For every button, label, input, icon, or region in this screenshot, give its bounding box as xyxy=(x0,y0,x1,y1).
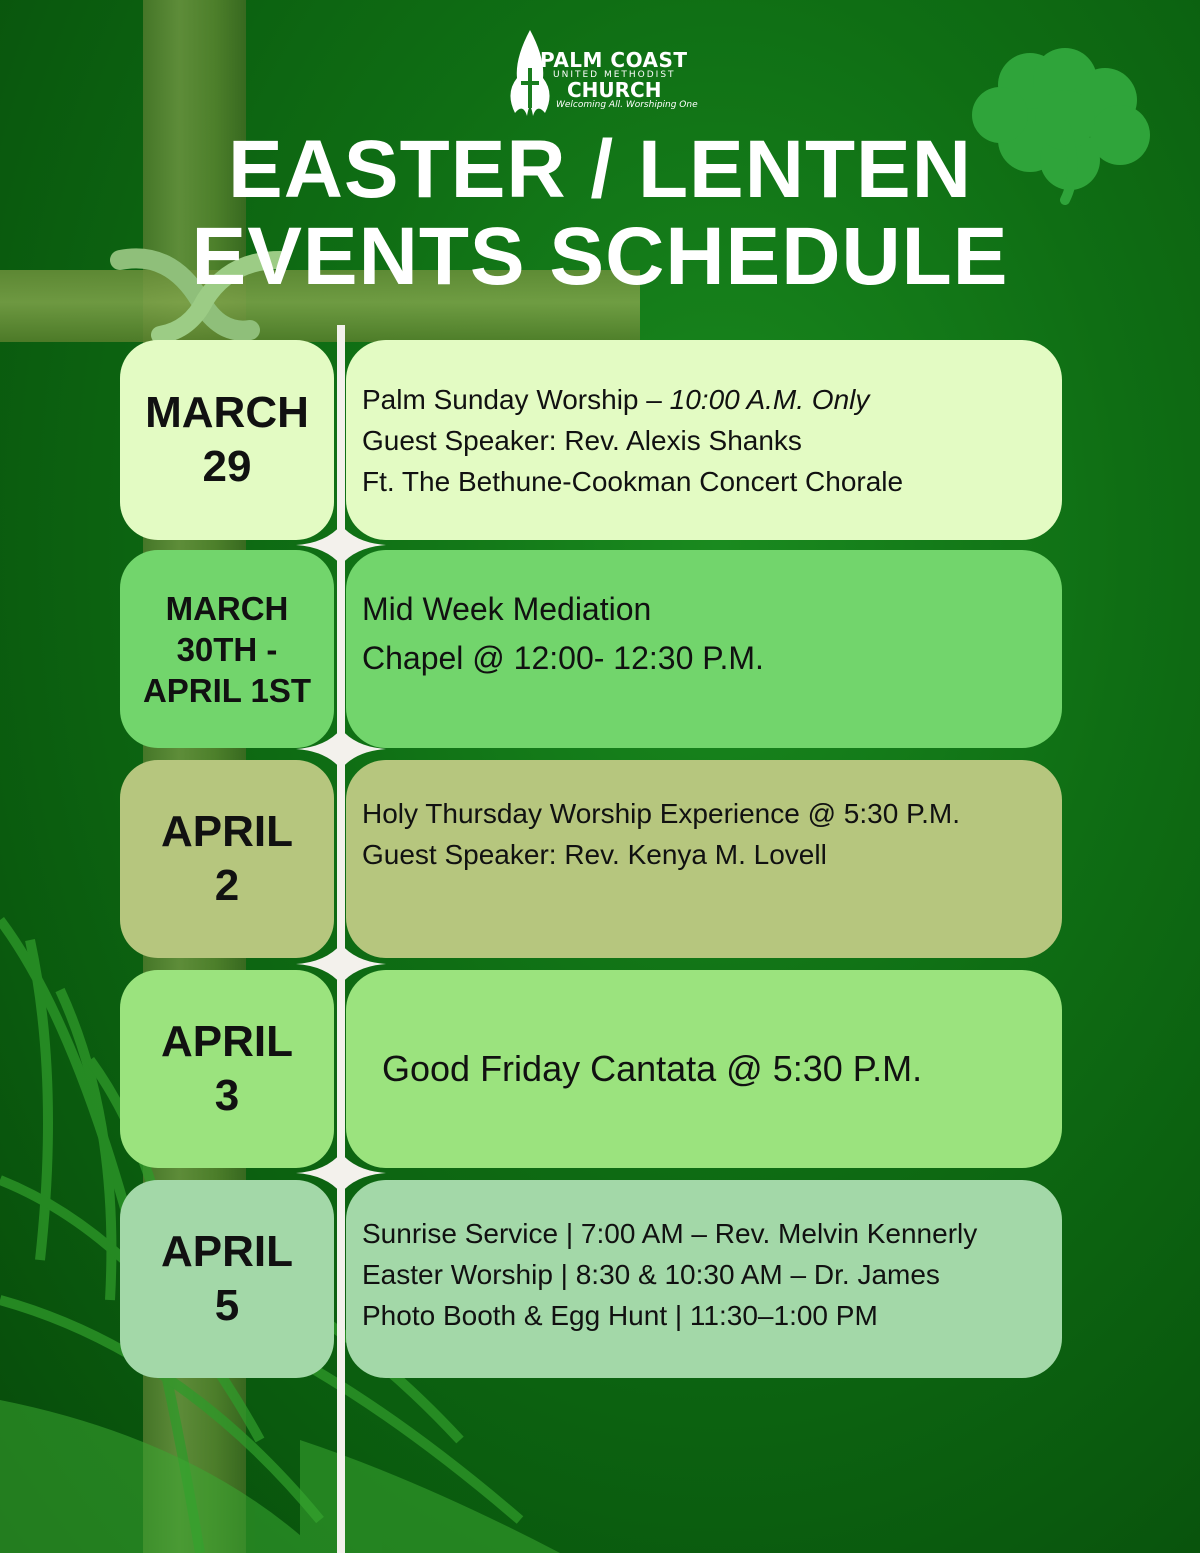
event-info-line: Ft. The Bethune-Cookman Concert Chorale xyxy=(362,465,904,497)
event-row xyxy=(120,1180,1062,1378)
church-flame-logo-icon xyxy=(505,28,555,118)
timeline-connector xyxy=(296,525,386,565)
church-name-top: PALM COAST xyxy=(540,48,688,72)
event-info-line: Good Friday Cantata @ 5:30 P.M. xyxy=(382,1048,923,1089)
event-date-line: APRIL xyxy=(161,1017,293,1066)
event-info-line: Sunrise Service | 7:00 AM – Rev. Melvin Kennerly xyxy=(362,1217,978,1249)
event-row xyxy=(120,340,1062,540)
event-info-line: Guest Speaker: Rev. Alexis Shanks xyxy=(362,424,802,456)
event-info-box xyxy=(346,550,1062,748)
event-date-line: APRIL xyxy=(161,807,293,856)
event-info-box xyxy=(346,760,1062,958)
event-date-box xyxy=(120,760,334,958)
page-title-line1: EASTER / LENTEN xyxy=(228,124,972,215)
event-date-box xyxy=(120,550,334,748)
timeline-connector xyxy=(296,1153,386,1193)
event-date-line: MARCH xyxy=(165,589,289,627)
event-info-box xyxy=(346,970,1062,1168)
event-row xyxy=(120,760,1062,958)
event-info-line: Easter Worship | 8:30 & 10:30 AM – Dr. James xyxy=(362,1258,940,1290)
event-row xyxy=(120,550,1062,748)
event-date-line: 30TH - xyxy=(176,630,278,668)
event-info-box xyxy=(346,340,1062,540)
event-date-line: 29 xyxy=(202,442,252,491)
event-info-line: Photo Booth & Egg Hunt | 11:30–1:00 PM xyxy=(362,1299,878,1331)
event-date-line: APRIL xyxy=(161,1227,293,1276)
timeline-connector xyxy=(296,944,386,984)
page-title-line2: EVENTS SCHEDULE xyxy=(191,211,1009,302)
event-info-line: Chapel @ 12:00- 12:30 P.M. xyxy=(362,640,764,676)
event-date-box xyxy=(120,1180,334,1378)
event-date-line: 3 xyxy=(214,1071,240,1120)
church-name-subtitle: UNITED METHODIST xyxy=(553,70,676,80)
church-tagline: Welcoming All. Worshiping One xyxy=(556,100,698,110)
event-date-box xyxy=(120,970,334,1168)
event-date-line: MARCH xyxy=(145,388,309,437)
event-date-line: 2 xyxy=(214,861,240,910)
event-info-box xyxy=(346,1180,1062,1378)
timeline-connector xyxy=(296,729,386,769)
event-info-line: Guest Speaker: Rev. Kenya M. Lovell xyxy=(362,839,827,870)
event-date-box xyxy=(120,340,334,540)
event-info-line: Holy Thursday Worship Experience @ 5:30 P.M. xyxy=(362,798,961,829)
event-date-line: APRIL 1ST xyxy=(142,671,312,709)
event-row xyxy=(120,970,1062,1168)
event-info-line: Mid Week Mediation xyxy=(362,591,652,627)
event-info-line: Palm Sunday Worship – 10:00 A.M. Only xyxy=(362,383,870,415)
event-date-line: 5 xyxy=(214,1281,240,1330)
church-name-bottom: CHURCH xyxy=(567,78,662,102)
